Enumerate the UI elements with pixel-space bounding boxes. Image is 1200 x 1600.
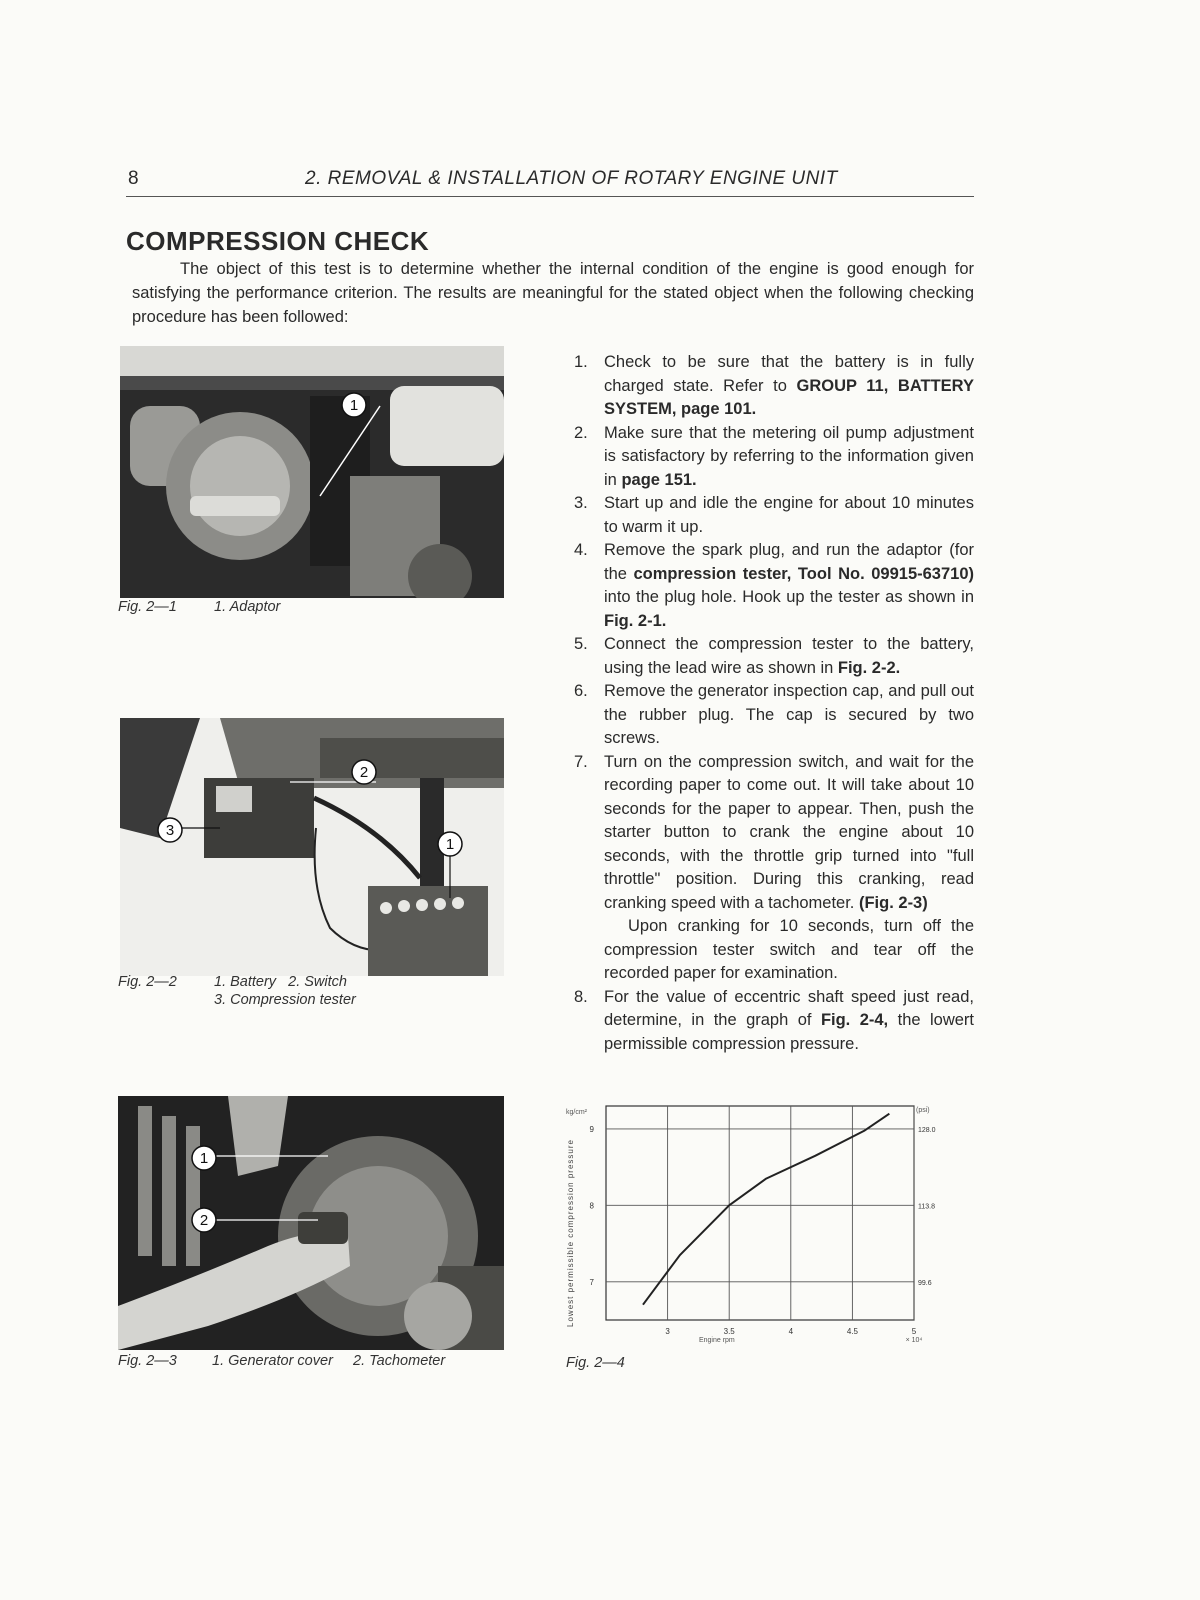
step-4	[574, 539, 974, 633]
step-6	[574, 680, 974, 751]
fig-2-2-callout-1: 1	[445, 836, 455, 853]
step-1	[574, 351, 974, 422]
fig-2-2-label: Fig. 2—2	[118, 974, 177, 990]
step-text: Make sure that the metering oil pump adjustment is satisfactory by referring to the information given in page 151.	[604, 423, 974, 489]
y-tick-label-left: 9	[589, 1124, 594, 1134]
y-tick-label-left: 8	[589, 1201, 594, 1211]
y-tick-label-right: 99.6	[918, 1279, 932, 1287]
step-text: Turn on the compression switch, and wait for the recording paper to come out. It will take about 10 seconds for the paper to appear. Then, push the starter button to crank the engine about 10 seconds, with the throttle grip turned into "full throttle" position. During this cranking, read cranking speed with a tachometer. (Fig. 2-3)	[604, 752, 974, 912]
y-tick-label-right: 113.8	[918, 1203, 935, 1211]
fig-2-2-caption-line1: 1. Battery 2. Switch	[214, 974, 347, 990]
fig-2-3-caption: 1. Generator cover 2. Tachometer	[212, 1353, 446, 1369]
step-number: 4.	[574, 541, 588, 559]
fig-2-3-label: Fig. 2—3	[118, 1353, 177, 1369]
step-continuation: Upon cranking for 10 seconds, turn off the compression tester switch and tear off the recorded paper for examination.	[604, 917, 974, 982]
step-emphasis: Fig. 2-2.	[837, 658, 901, 677]
x-tick-label: 3.5	[723, 1327, 735, 1336]
fig-2-2-photo	[120, 718, 504, 976]
step-text: Connect the compression tester to the battery, using the lead wire as shown in Fig. 2-2.	[604, 635, 974, 677]
intro-paragraph: The object of this test is to determine whether the internal condition of the engine is good enough for satisfying the performance criterion. The results are meaningful for the stated object when the following checking procedure has been followed:	[132, 260, 974, 326]
step-emphasis: compression tester, Tool No. 09915-63710)	[633, 564, 974, 583]
step-text: Check to be sure that the battery is in fully charged state. Refer to GROUP 11, BATTERY SYSTEM, page 101.	[604, 353, 974, 418]
step-text: Remove the generator inspection cap, and pull out the rubber plug. The cap is secured by two screws.	[604, 682, 974, 747]
fig-2-3-callout-2: 2	[199, 1212, 209, 1229]
chart-svg	[566, 1098, 986, 1358]
x-tick-label: 3	[665, 1327, 670, 1336]
step-text: Start up and idle the engine for about 10 minutes to warm it up.	[604, 494, 974, 536]
fig-2-4-chart	[566, 1098, 986, 1358]
step-8	[574, 986, 974, 1057]
step-number: 8.	[574, 987, 588, 1006]
step-emphasis: Fig. 2-1.	[604, 611, 667, 630]
fig-2-3-photo	[118, 1096, 504, 1350]
step-3	[574, 492, 974, 539]
step-5	[574, 633, 974, 680]
step-number: 7.	[574, 752, 588, 771]
section-title: COMPRESSION CHECK	[126, 226, 430, 256]
fig-2-1-photo	[120, 346, 504, 598]
running-head: 2. REMOVAL & INSTALLATION OF ROTARY ENGINE UNIT	[305, 168, 838, 189]
fig-2-1-caption: 1. Adaptor	[214, 599, 281, 615]
y-tick-label-right: 128.0	[918, 1126, 936, 1134]
step-emphasis: Fig. 2-4,	[820, 1011, 889, 1029]
step-emphasis: GROUP 11, BATTERY SYSTEM, page 101.	[604, 376, 974, 418]
fig-2-1-callout-1: 1	[349, 397, 359, 414]
fig-2-1-label: Fig. 2—1	[118, 599, 177, 615]
step-number: 2.	[574, 423, 588, 442]
y-unit-left: kg/cm²	[566, 1109, 587, 1116]
step-number: 3.	[574, 494, 588, 512]
step-text: For the value of eccentric shaft speed just read, determine, in the graph of Fig. 2-4, the lowert permissible compression pressure.	[604, 987, 975, 1053]
x-tick-label: 4.5	[846, 1327, 858, 1336]
x-unit: × 10⁴	[905, 1337, 923, 1344]
step-number: 1.	[574, 353, 588, 371]
step-2	[574, 422, 974, 493]
x-tick-label: 5	[911, 1327, 917, 1336]
step-emphasis: page 151.	[621, 470, 697, 489]
y-axis-label: Lowest permissible compression pressure	[566, 1139, 575, 1327]
step-text: Remove the spark plug, and run the adaptor (for the compression tester, Tool No. 09915-63710) into the plug hole. Hook up the tester as shown in Fig. 2-1.	[604, 541, 974, 630]
fig-2-2-callout-3: 3	[165, 822, 175, 839]
y-tick-label-left: 7	[589, 1277, 594, 1287]
step-7	[574, 751, 974, 986]
procedure-steps	[574, 351, 974, 1056]
step-emphasis: (Fig. 2-3)	[858, 893, 928, 912]
fig-2-2-callout-2: 2	[359, 764, 369, 781]
plot-frame	[606, 1106, 914, 1320]
fig-2-2-caption-line2: 3. Compression tester	[214, 992, 356, 1008]
header-rule	[126, 196, 974, 197]
x-tick-label: 4	[788, 1327, 794, 1336]
page-number: 8	[128, 168, 139, 189]
y-unit-right: (psi)	[916, 1107, 930, 1114]
fig-2-4-label: Fig. 2—4	[566, 1355, 625, 1371]
step-number: 6.	[574, 682, 588, 700]
fig-2-3-callout-1: 1	[199, 1150, 209, 1167]
x-axis-label: Engine rpm	[698, 1337, 735, 1344]
step-number: 5.	[574, 635, 588, 653]
